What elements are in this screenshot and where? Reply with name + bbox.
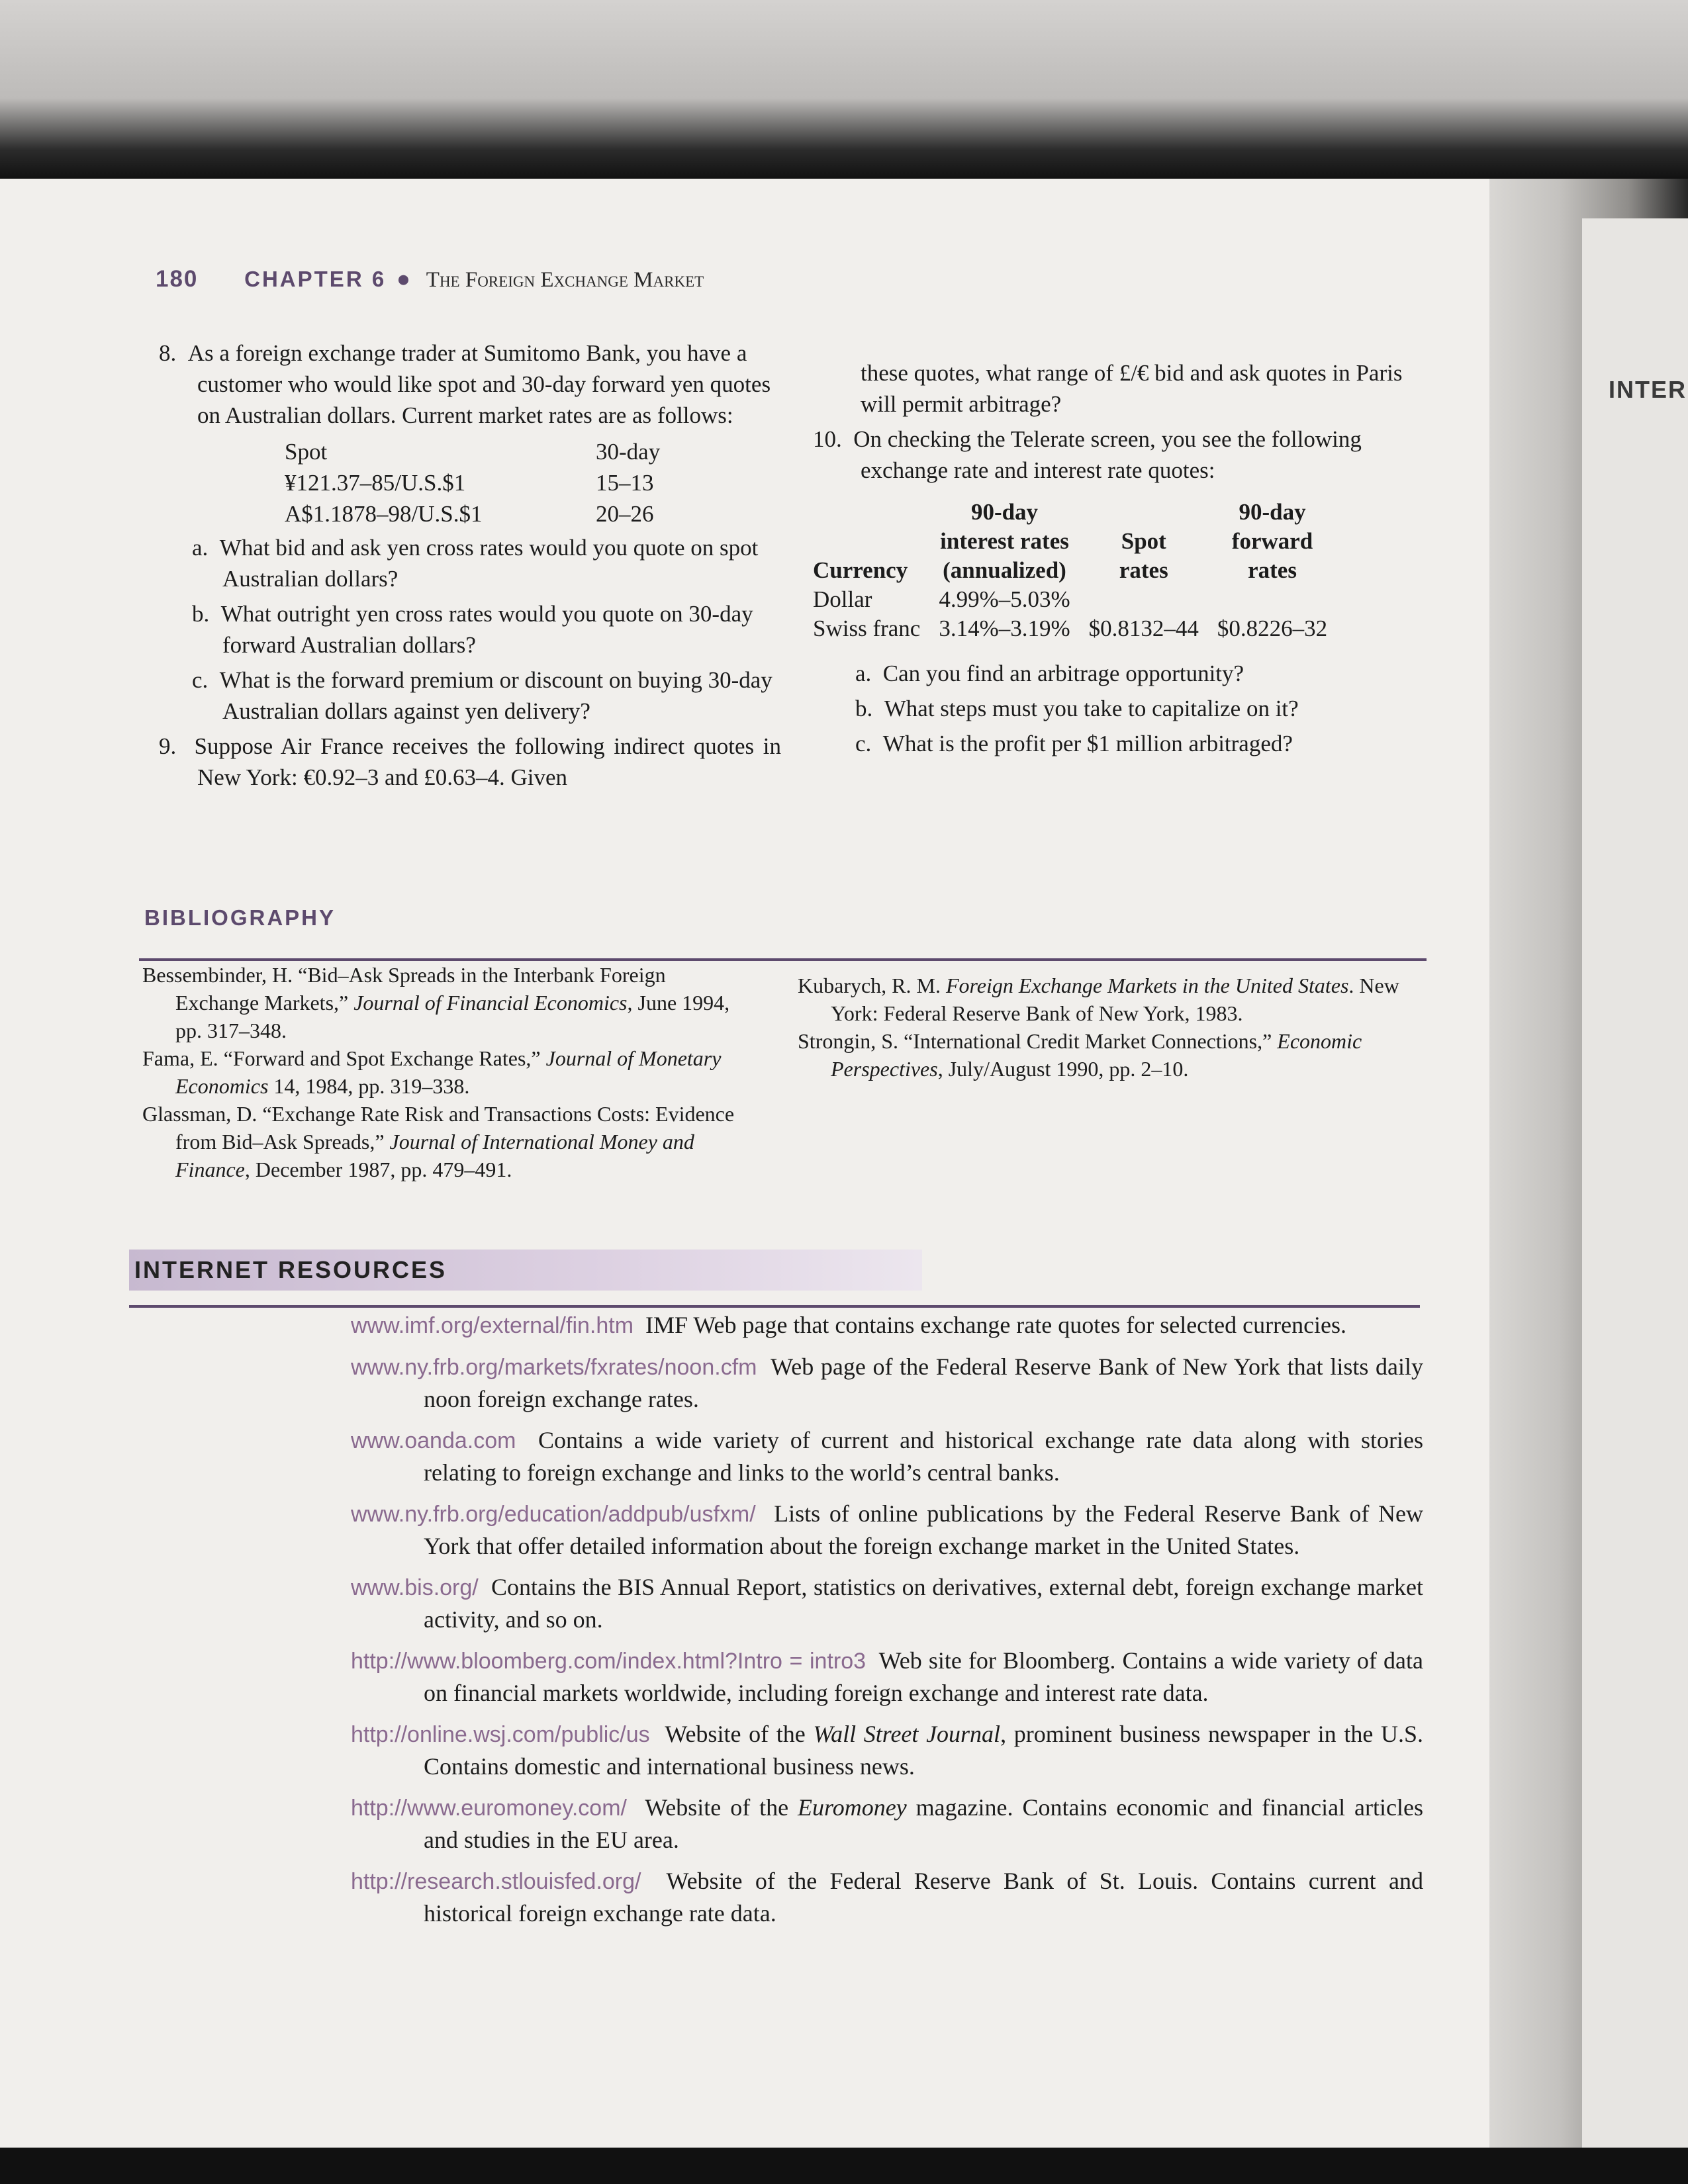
problem-10c: c. What is the profit per $1 million arbitraged? xyxy=(855,731,1293,756)
table-row: Swiss franc 3.14%–3.19% $0.8132–44 $0.8226–32 xyxy=(813,615,1328,641)
internet-resources-list xyxy=(351,1309,1423,1938)
resource-link[interactable]: www.bis.org/ xyxy=(351,1575,479,1600)
bibliography-right-column xyxy=(798,972,1427,1083)
bib-entry: Glassman, D. “Exchange Rate Risk and Transactions Costs: Evidence from Bid–Ask Spreads,” Journal of International Money and Finance, December 1987, pp. 479–491. xyxy=(142,1102,735,1181)
problem-8-rates-table: Spot 30-day ¥121.37–85/U.S.$1 15–13 A$1.1878–98/U.S.$1 20–26 xyxy=(285,439,661,527)
resource-link[interactable]: www.imf.org/external/fin.htm xyxy=(351,1313,634,1338)
problem-8b: b. What outright yen cross rates would you quote on 30-day forward Australian dollars? xyxy=(192,601,753,658)
resource-link[interactable]: www.oanda.com xyxy=(351,1428,516,1453)
col-spot: Spot rates xyxy=(1119,528,1168,583)
chapter-title: The Foreign Exchange Market xyxy=(426,268,704,292)
list-item: www.imf.org/external/fin.htm IMF Web page that contains exchange rate quotes for selected currencies. xyxy=(351,1312,1347,1338)
scan-top-band xyxy=(0,0,1688,179)
col-currency: Currency xyxy=(813,557,908,583)
problem-10a: a. Can you find an arbitrage opportunity? xyxy=(855,660,1244,686)
problem-10: 10. On checking the Telerate screen, you see the following exchange rate and interest rate quotes: xyxy=(813,426,1362,483)
problem-8c: c. What is the forward premium or discount on buying 30-day Australian dollars against yen delivery? xyxy=(192,667,773,724)
bib-entry: Fama, E. “Forward and Spot Exchange Rates,” Journal of Monetary Economics 14, 1984, pp. 319–338. xyxy=(142,1046,722,1098)
bib-entry: Bessembinder, H. “Bid–Ask Spreads in the Interbank Foreign Exchange Markets,” Journal of Financial Economics, June 1994, pp. 317–348. xyxy=(142,963,730,1042)
bibliography-heading: BIBLIOGRAPHY xyxy=(144,905,336,930)
bullet-icon: ● xyxy=(396,266,411,292)
bibliography-left-column xyxy=(142,961,738,1183)
resource-link[interactable]: http://www.bloomberg.com/index.html?Intro = intro3 xyxy=(351,1649,867,1674)
list-item: www.ny.frb.org/markets/fxrates/noon.cfm Web page of the Federal Reserve Bank of New York that lists daily noon foreign exchange rates. xyxy=(351,1353,1423,1412)
list-item: http://www.euromoney.com/ Website of the Euromoney magazine. Contains economic and financial articles and studies in the EU area. xyxy=(351,1794,1423,1853)
resource-link[interactable]: http://online.wsj.com/public/us xyxy=(351,1722,650,1747)
problem-8a: a. What bid and ask yen cross rates would you quote on spot Australian dollars? xyxy=(192,535,759,592)
resource-link[interactable]: www.ny.frb.org/markets/fxrates/noon.cfm xyxy=(351,1355,757,1380)
adjacent-page-edge xyxy=(1582,218,1688,2184)
resource-link[interactable]: http://www.euromoney.com/ xyxy=(351,1796,627,1821)
problem-8: 8. As a foreign exchange trader at Sumitomo Bank, you have a customer who would like spot and 30-day forward yen quotes on Australian dollars. Current market rates are as follows: xyxy=(159,340,771,428)
problems-left-column xyxy=(159,338,781,797)
list-item: http://www.bloomberg.com/index.html?Intro = intro3 Web site for Bloomberg. Contains a wide variety of data on financial markets worldwide, including foreign exchange and interest rate data. xyxy=(351,1647,1423,1706)
page-number: 180 xyxy=(156,266,199,292)
resource-link[interactable]: http://research.stlouisfed.org/ xyxy=(351,1869,641,1894)
list-item: www.bis.org/ Contains the BIS Annual Report, statistics on derivatives, external debt, foreign exchange market activity, and so on. xyxy=(351,1574,1423,1633)
col-forward: 90-day forward rates xyxy=(1231,499,1313,583)
chapter-label: CHAPTER 6 xyxy=(244,267,387,291)
running-head xyxy=(156,266,704,293)
problem-10b: b. What steps must you take to capitalize on it? xyxy=(855,696,1299,721)
bib-entry: Kubarych, R. M. Foreign Exchange Markets in the United States. New York: Federal Reserve Bank of New York, 1983. xyxy=(798,974,1399,1025)
problem-10-rates-table xyxy=(813,498,1336,643)
internet-resources-rule xyxy=(129,1305,1420,1308)
scan-bottom-band xyxy=(0,2148,1688,2184)
list-item: http://online.wsj.com/public/us Website of the Wall Street Journal, prominent business newspaper in the U.S. Contains domestic and international business news. xyxy=(351,1721,1423,1780)
problems-right-column xyxy=(813,357,1442,763)
list-item: http://research.stlouisfed.org/ Website of the Federal Reserve Bank of St. Louis. Contains current and historical foreign exchange rate data. xyxy=(351,1868,1423,1927)
table-row: Dollar 4.99%–5.03% xyxy=(813,586,1070,612)
internet-resources-heading: INTERNET RESOURCES xyxy=(129,1250,922,1291)
problem-9-continuation: these quotes, what range of £/€ bid and ask quotes in Paris will permit arbitrage? xyxy=(861,360,1403,417)
list-item: www.oanda.com Contains a wide variety of current and historical exchange rate data along with stories relating to foreign exchange and links to the world’s central banks. xyxy=(351,1427,1423,1486)
bib-entry: Strongin, S. “International Credit Market Connections,” Economic Perspectives, July/August 1990, pp. 2–10. xyxy=(798,1029,1362,1081)
resource-link[interactable]: www.ny.frb.org/education/addpub/usfxm/ xyxy=(351,1502,756,1527)
adjacent-page-heading: INTER xyxy=(1609,376,1687,403)
list-item: www.ny.frb.org/education/addpub/usfxm/ Lists of online publications by the Federal Reserve Bank of New York that offer detailed information about the foreign exchange market in the United States. xyxy=(351,1500,1423,1559)
problem-9: 9. Suppose Air France receives the following indirect quotes in New York: €0.92–3 and £0.63–4. Given xyxy=(159,733,781,790)
col-interest: 90-day interest rates (annualized) xyxy=(940,499,1069,583)
